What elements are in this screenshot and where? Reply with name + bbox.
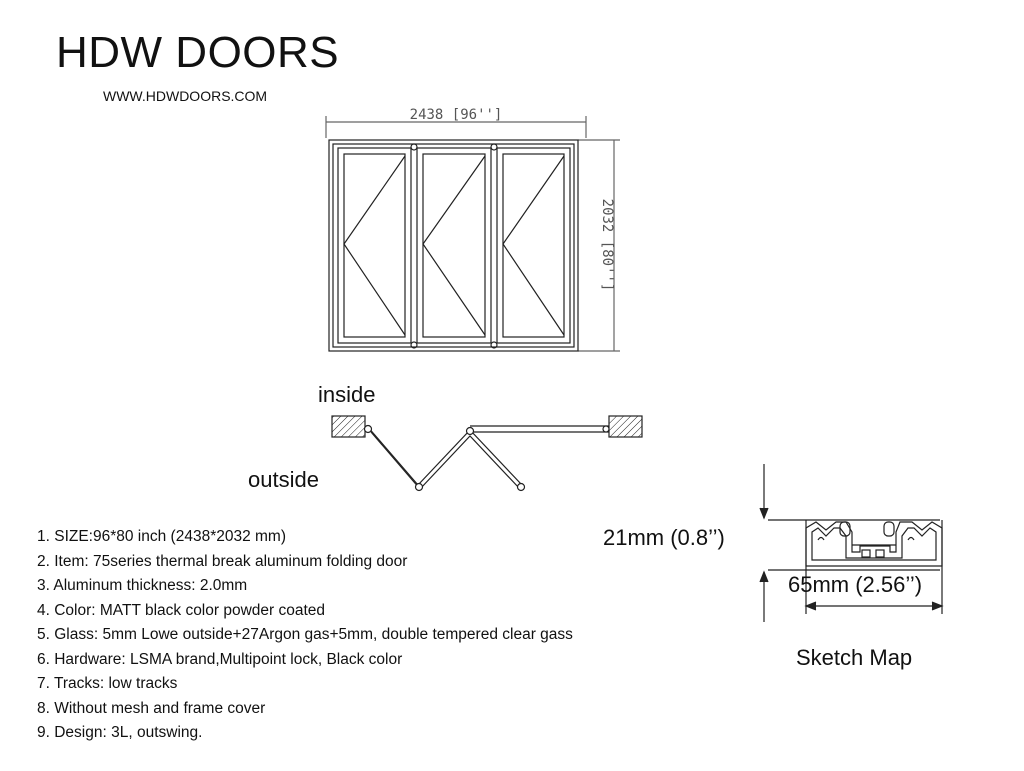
- plan-view: [332, 416, 642, 491]
- folded-panels: [367, 426, 522, 489]
- spec-list: [37, 528, 573, 749]
- left-wall-section: [332, 416, 365, 437]
- outside-label: outside: [248, 467, 319, 492]
- door-panel-1: [338, 148, 411, 343]
- profile-height-label: 21mm (0.8’’): [603, 525, 725, 550]
- track-profile: [806, 522, 942, 566]
- door-elevation: [326, 116, 620, 351]
- width-dimension-label: 2438 [96'']: [409, 107, 503, 123]
- profile-sketch: [760, 464, 942, 622]
- spec-item: 4. Color: MATT black color powder coated: [37, 601, 326, 619]
- width-arrows: [806, 520, 942, 614]
- page-title: HDW DOORS: [56, 28, 340, 77]
- profile-width-label: 65mm (2.56’’): [788, 572, 923, 597]
- sketch-map-caption: Sketch Map: [796, 645, 913, 670]
- spec-item: 3. Aluminum thickness: 2.0mm: [37, 577, 248, 594]
- right-wall-section: [609, 416, 642, 437]
- door-panel-3: [497, 148, 570, 343]
- door-panel-2: [417, 148, 491, 343]
- spec-item: 9. Design: 3L, outswing.: [37, 724, 203, 741]
- spec-item: 2. Item: 75series thermal break aluminum folding door: [37, 552, 408, 570]
- height-dimension-label: 2032 [80'']: [599, 198, 615, 292]
- website-url: WWW.HDWDOORS.COM: [103, 88, 268, 104]
- spec-item: 7. Tracks: low tracks: [37, 675, 178, 692]
- spec-item: 1. SIZE:96*80 inch (2438*2032 mm): [37, 528, 286, 545]
- door-outer-frame: [329, 140, 578, 351]
- inside-label: inside: [318, 382, 376, 407]
- spec-item: 6. Hardware: LSMA brand,Multipoint lock, Black color: [37, 650, 403, 668]
- spec-item: 5. Glass: 5mm Lowe outside+27Argon gas+5mm, double tempered clear gass: [37, 626, 573, 643]
- height-arrows: [760, 464, 940, 622]
- spec-item: 8. Without mesh and frame cover: [37, 699, 266, 717]
